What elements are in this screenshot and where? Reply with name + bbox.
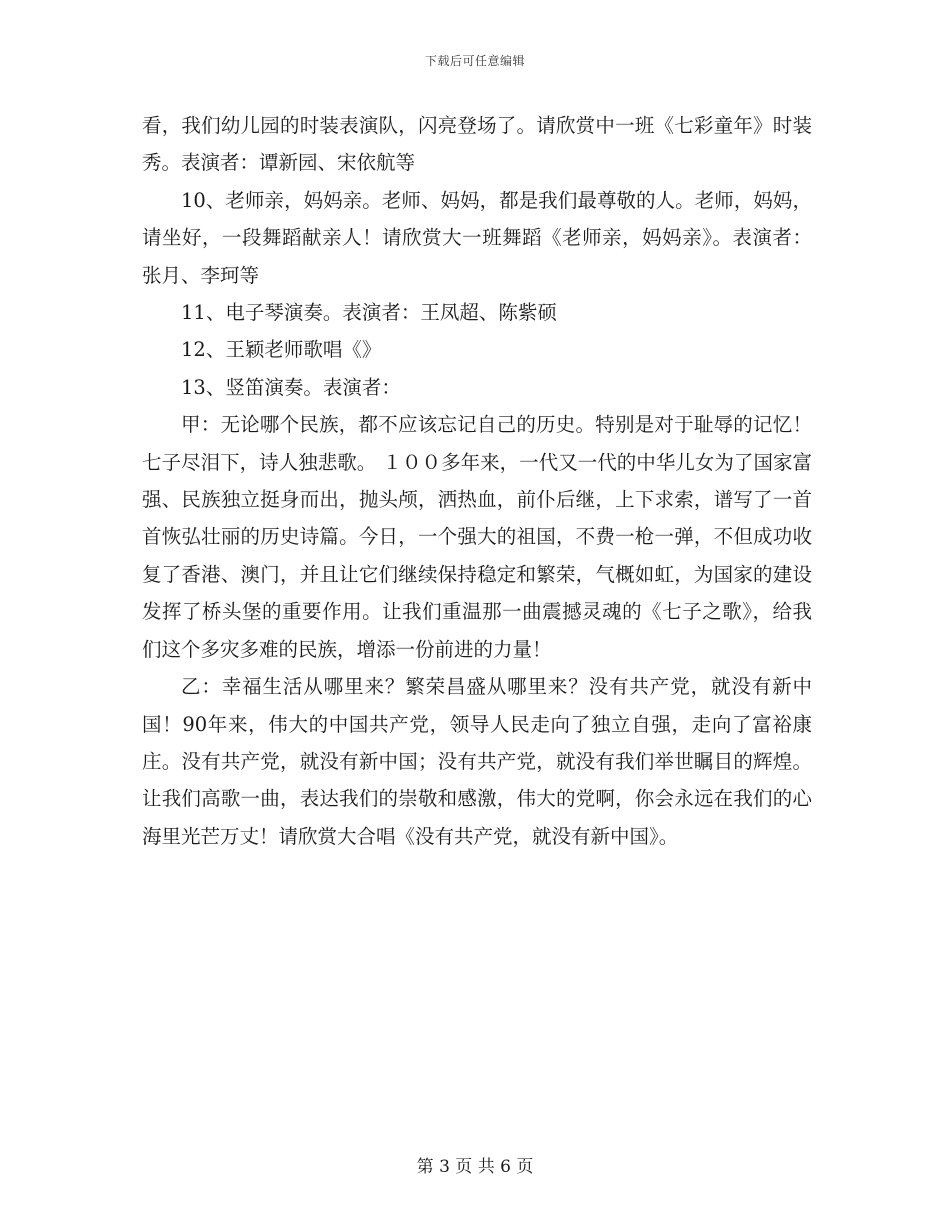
paragraph-2: 10、老师亲，妈妈亲。老师、妈妈，都是我们最尊敬的人。老师，妈妈，请坐好，一段舞蹈献亲人！请欣赏大一班舞蹈《老师亲，妈妈亲》。表演者：张月、李珂等: [142, 188, 812, 287]
paragraph-6: 甲：无论哪个民族，都不应该忘记自己的历史。特别是对于耻辱的记忆！七子尽泪下，诗人独悲歌。 １００多年来，一代又一代的中华儿女为了国家富强、民族独立挺身而出，抛头颅，洒热血，前仆后继，上下求索，谱写了一首首恢弘壮丽的历史诗篇。今日，一个强大的祖国，不费一枪一弹，不但成功收复了香港、澳门，并且让它们继续保持稳定和繁荣，气概如虹，为国家的建设发挥了桥头堡的重要作用。让我们重温那一曲震撼灵魂的《七子之歌》，给我们这个多灾多难的民族，增添一份前进的力量！: [142, 413, 812, 661]
paragraph-7: 乙：幸福生活从哪里来？繁荣昌盛从哪里来？没有共产党，就没有新中国！90年来，伟大的中国共产党，领导人民走向了独立自强，走向了富裕康庄。没有共产党，就没有新中国；没有共产党，就没有我们举世瞩目的辉煌。让我们高歌一曲，表达我们的崇敬和感激，伟大的党啊，你会永远在我们的心海里光芒万丈！请欣赏大合唱《没有共产党，就没有新中国》。: [142, 675, 812, 848]
paragraph-1: 看，我们幼儿园的时装表演队，闪亮登场了。请欣赏中一班《七彩童年》时装秀。表演者：谭新园、宋依航等: [142, 114, 812, 175]
paragraph-5: 13、竖笛演奏。表演者：: [181, 375, 401, 399]
page-header: 下载后可任意编辑: [424, 54, 525, 68]
page-footer: 第 3 页 共 6 页: [416, 1157, 534, 1177]
document-body: [142, 107, 812, 855]
paragraph-4: 12、王颖老师歌唱《》: [181, 338, 382, 362]
paragraph-3: 11、电子琴演奏。表演者：王凤超、陈紫硕: [181, 301, 557, 325]
